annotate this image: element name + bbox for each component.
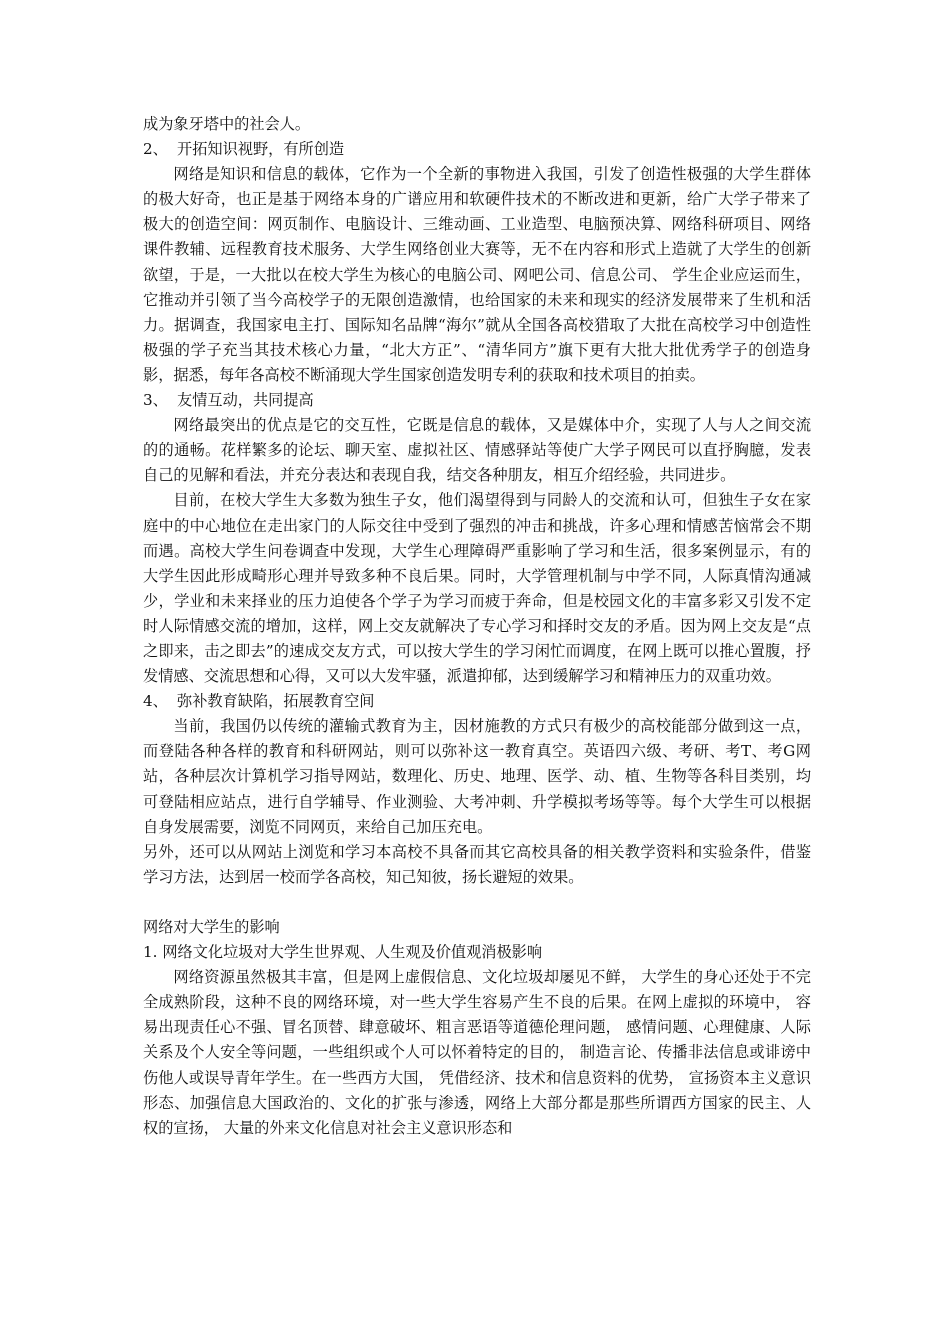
part-2-paragraph-1: 网络资源虽然极其丰富，但是网上虚假信息、文化垃圾却屡见不鲜， 大学生的身心还处于不完全成熟阶段，这种不良的网络环境，对一些大学生容易产生不良的后果。在网上虚拟的环境中， 容易出现责任心不强、冒名顶替、肆意破坏、粗言恶语等道德伦理问题， 感情问题、心理健康、人际关系及个人安全等问题，一些组织或个人可以怀着特定的目的， 制造言论、传播非法信息或诽谤中伤他人或误导青年学生。在一些西方大国， 凭借经济、技术和信息资料的优势， 宣扬资本主义意识形态、加强信息大国政治的、文化的扩张与渗透，网络上大部分都是那些所谓西方国家的民主、人权的宣扬， 大量的外来文化信息对社会主义意识形态和 [143, 968, 811, 1137]
section-4-extra-paragraph: 另外，还可以从网站上浏览和学习本高校不具备而其它高校具备的相关教学资料和实验条件，借鉴学习方法，达到居一校而学各高校，知己知彼，扬长避短的效果。 [143, 842, 811, 886]
section-2-title: 开拓知识视野，有所创造 [177, 140, 345, 159]
document-page [143, 112, 811, 1141]
section-2-number: 2、 [143, 140, 168, 159]
section-4-title: 弥补教育缺陷，拓展教育空间 [177, 692, 375, 711]
intro-tail: 成为象牙塔中的社会人。 [143, 115, 311, 133]
section-2-paragraph: 网络是知识和信息的载体，它作为一个全新的事物进入我国，引发了创造性极强的大学生群体的极大好奇，也正是基于网络本身的广谱应用和软硬件技术的不断改进和更新，给广大学子带来了极大的创造空间：网页制作、电脑设计、三维动画、工业造型、电脑预决算、网络科研项目、网络课件教辅、远程教育技术服务、大学生网络创业大赛等，无不在内容和形式上造就了大学生的创新欲望，于是，一大批以在校大学生为核心的电脑公司、网吧公司、信息公司、 学生企业应运而生，它推动并引领了当今高校学子的无限创造激情，也给国家的未来和现实的经济发展带来了生机和活力。据调查，我国家电主打、国际知名品牌“海尔”就从全国各高校猎取了大批在高校学习中创造性极强的学子充当其技术核心力量，“北大方正”、“清华同方”旗下更有大批大批优秀学子的创造身影，据悉，每年各高校不断涌现大学生国家创造发明专利的获取和技术项目的拍卖。 [143, 165, 811, 384]
section-2-heading [143, 137, 811, 162]
part-2-subheading-1: 1. 网络文化垃圾对大学生世界观、人生观及价值观消极影响 [143, 943, 543, 962]
section-3-paragraph-2: 目前，在校大学生大多数为独生子女，他们渴望得到与同龄人的交流和认可，但独生子女在家庭中的中心地位在走出家门的人际交往中受到了强烈的冲击和挑战，许多心理和情感苦恼常会不期而遇。高校大学生问卷调查中发现，大学生心理障碍严重影响了学习和生活，很多案例显示，有的大学生因此形成畸形心理并导致多种不良后果。同时，大学管理机制与中学不同，人际真情沟通减少，学业和未来择业的压力迫使各个学子为学习而疲于奔命，但是校园文化的丰富多彩又引发不定时人际情感交流的增加，这样，网上交友就解决了专心学习和择时交友的矛盾。因为网上交友是“点之即来，击之即去”的速成交友方式，可以按大学生的学习闲忙而调度，在网上既可以推心置腹，抒发情感、交流思想和心得，又可以大发牢骚，派遣抑郁，达到缓解学习和精神压力的双重功效。 [143, 491, 811, 686]
section-3-heading [143, 388, 811, 413]
section-4-paragraph: 当前，我国仍以传统的灌输式教育为主，因材施教的方式只有极少的高校能部分做到这一点，而登陆各种各样的教育和科研网站，则可以弥补这一教育真空。英语四六级、考研、考T、考G网站，各种层次计算机学习指导网站，数理化、历史、地理、医学、动、植、生物等各科目类别，均可登陆相应站点，进行自学辅导、作业测验、大考冲刺、升学模拟考场等等。每个大学生可以根据自身发展需要，浏览不同网页，来给自己加压充电。 [143, 717, 811, 836]
section-3-paragraph-1: 网络最突出的优点是它的交互性，它既是信息的载体，又是媒体中介，实现了人与人之间交流的的通畅。花样繁多的论坛、聊天室、虚拟社区、情感驿站等使广大学子网民可以直抒胸臆，发表自己的见解和看法，并充分表达和表现自我，结交各种朋友，相互介绍经验，共同进步。 [143, 416, 811, 485]
section-3-title: 友情互动，共同提高 [177, 391, 314, 410]
blank-line [143, 890, 811, 915]
section-4-heading [143, 689, 811, 714]
part-2-title: 网络对大学生的影响 [143, 918, 280, 936]
section-3-number: 3、 [143, 391, 168, 410]
section-4-number: 4、 [143, 692, 168, 711]
